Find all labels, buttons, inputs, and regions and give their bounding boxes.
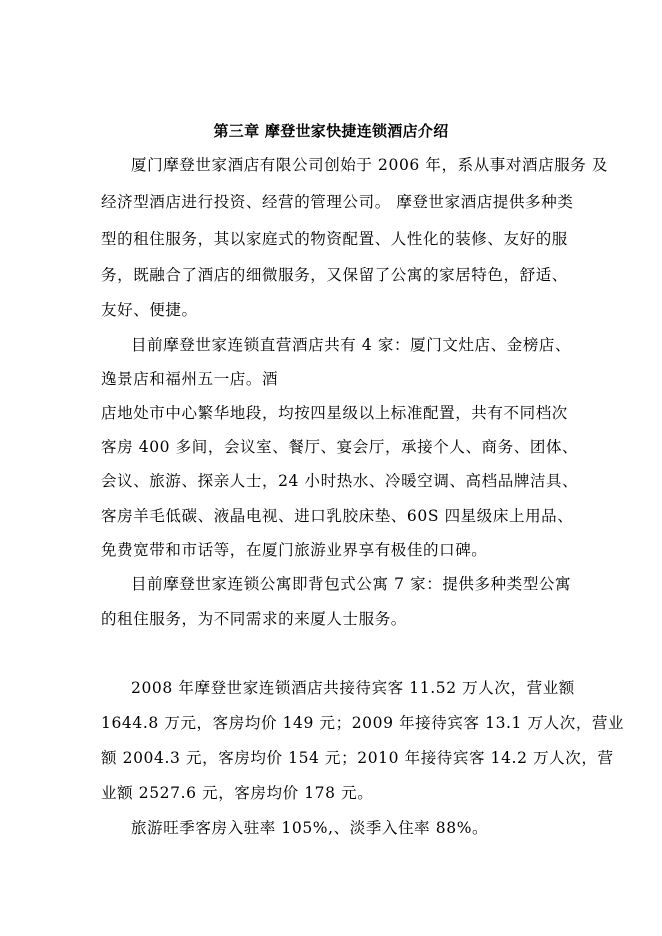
paragraph-line: 逸景店和福州五一店。酒 <box>101 370 279 388</box>
paragraph-line: 店地处市中心繁华地段，均按四星级以上标准配置，共有不同档次 <box>101 404 568 422</box>
paragraph-line: 2008 年摩登世家连锁酒店共接待宾客 11.52 万人次，营业额 <box>131 679 575 697</box>
chapter-title: 第三章 摩登世家快捷连锁酒店介绍 <box>213 122 449 140</box>
paragraph-line: 务，既融合了酒店的细微服务，又保留了公寓的家居特色，舒适、 <box>101 266 568 284</box>
paragraph-line: 目前摩登世家连锁公寓即背包式公寓 7 家：提供多种类型公寓 <box>131 575 572 593</box>
paragraph-line: 厦门摩登世家酒店有限公司创始于 2006 年，系从事对酒店服务 及 <box>131 156 609 174</box>
paragraph-line: 会议、旅游、探亲人士，24 小时热水、冷暖空调、高档品牌洁具、 <box>101 472 579 490</box>
paragraph-line: 旅游旺季客房入驻率 105%,、淡季入住率 88%。 <box>131 819 489 837</box>
paragraph-line: 额 2004.3 元，客房均价 154 元；2010 年接待宾客 14.2 万人次，营 <box>101 749 614 767</box>
paragraph-line: 经济型酒店进行投资、经营的管理公司。 摩登世家酒店提供多种类 <box>101 193 574 211</box>
paragraph-line: 业额 2527.6 元，客房均价 178 元。 <box>101 784 374 802</box>
paragraph-line: 客房 400 多间，会议室、餐厅、宴会厅，承接个人、商务、团体、 <box>101 438 579 456</box>
paragraph-line: 客房羊毛低碳、液晶电视、进口乳胶床垫、60S 四星级床上用品、 <box>101 507 574 525</box>
paragraph-line: 目前摩登世家连锁直营酒店共有 4 家：厦门文灶店、金榜店、 <box>131 336 572 354</box>
paragraph-line: 型的租住服务，其以家庭式的物资配置、人性化的装修、友好的服 <box>101 230 568 248</box>
paragraph-line: 友好、便捷。 <box>101 301 198 319</box>
paragraph-line: 免费宽带和市话等，在厦门旅游业界享有极佳的口碑。 <box>101 541 488 559</box>
paragraph-line: 的租住服务，为不同需求的来厦人士服务。 <box>101 610 407 628</box>
paragraph-line: 1644.8 万元，客房均价 149 元；2009 年接待宾客 13.1 万人次，营业 <box>101 714 625 732</box>
